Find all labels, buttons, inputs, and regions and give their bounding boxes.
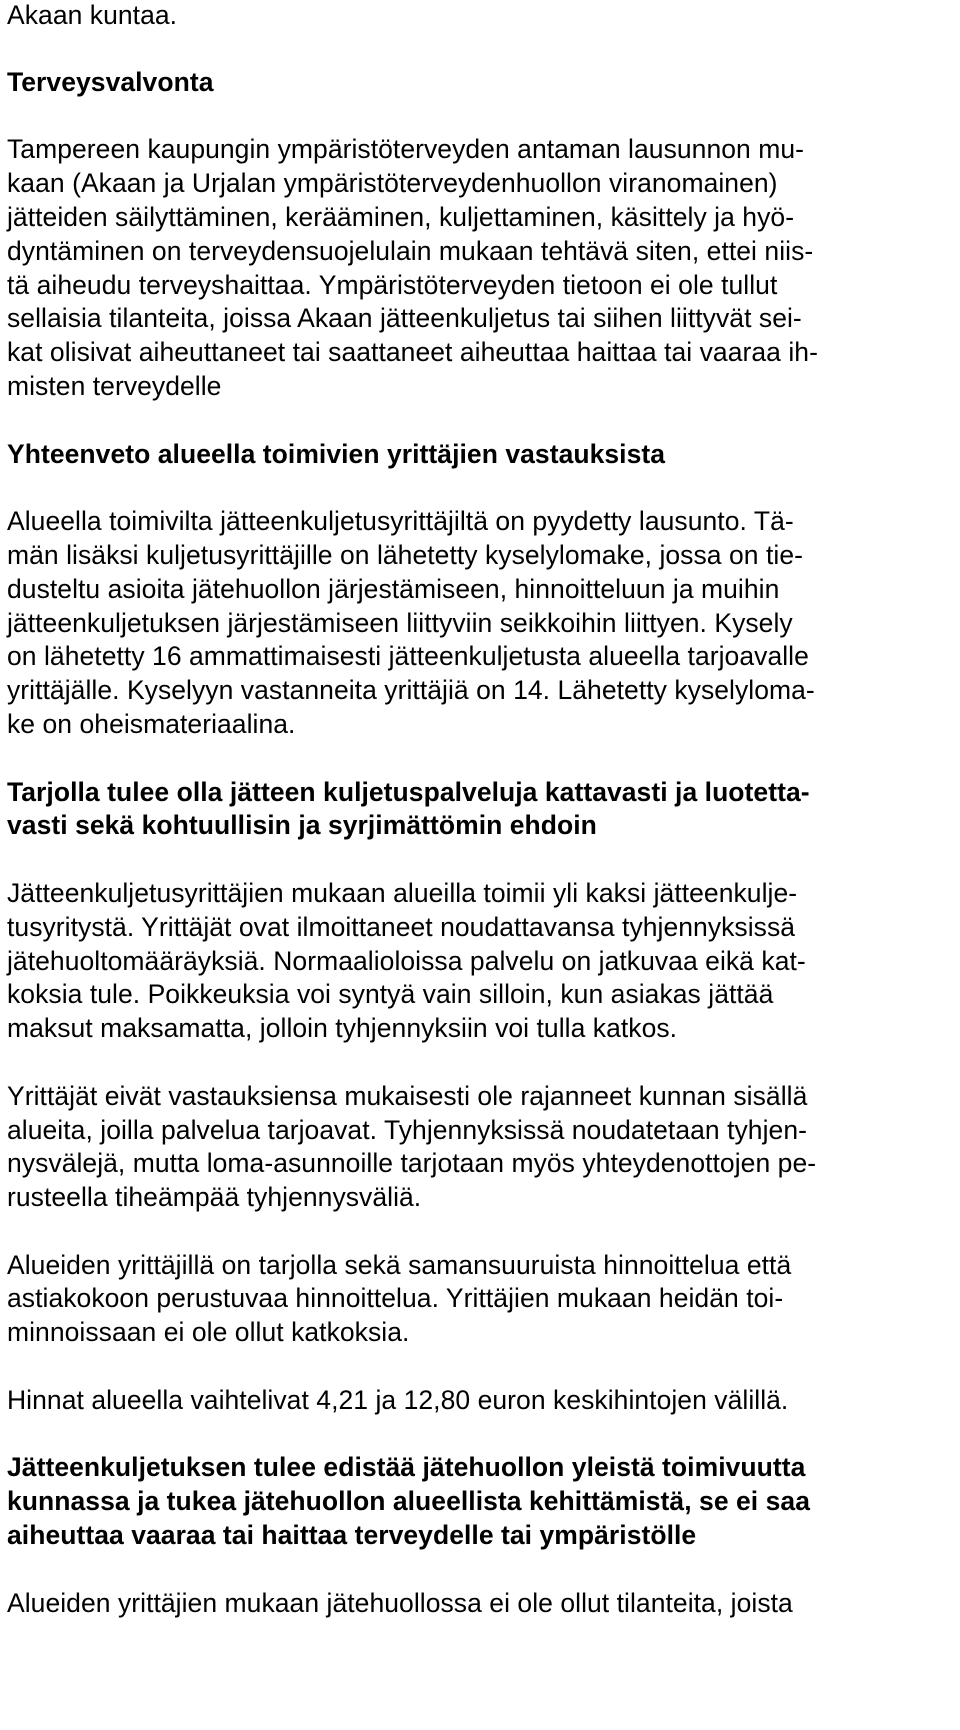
- paragraph: [7, 505, 953, 742]
- paragraph-line: Tampereen kaupungin ympäristöterveyden antaman lausunnon mu-: [7, 134, 805, 165]
- paragraph-line: dyntäminen on terveydensuojelulain mukaan tehtävä siten, ettei niis-: [7, 235, 814, 266]
- spacer: [7, 471, 953, 505]
- section-heading-line: Tarjolla tulee olla jätteen kuljetuspalveluja kattavasti ja luotetta-: [7, 776, 810, 807]
- spacer: [7, 1553, 953, 1587]
- paragraph-line: rusteella tiheämpää tyhjennysväliä.: [7, 1182, 422, 1213]
- section-yhteenveto: [7, 438, 953, 742]
- paragraph-line: astiakokoon perustuvaa hinnoittelua. Yrittäjien mukaan heidän toi-: [7, 1283, 784, 1314]
- paragraph-line: kaan (Akaan ja Urjalan ympäristöterveydenhuollon viranomainen): [7, 168, 778, 199]
- paragraph-line: sellaisia tilanteita, joissa Akaan jätteenkuljetus tai siihen liittyvät sei-: [7, 303, 802, 334]
- continuation-text: Akaan kuntaa.: [7, 0, 178, 30]
- spacer: [7, 32, 953, 66]
- paragraph-line: Alueiden yrittäjien mukaan jätehuollossa ei ole ollut tilanteita, joista: [7, 1587, 793, 1618]
- paragraph-line: maksut maksamatta, jolloin tyhjennyksiin voi tulla katkos.: [7, 1013, 678, 1044]
- paragraph: [7, 1080, 953, 1215]
- paragraph-line: jätteenkuljetuksen järjestämiseen liittyviin seikkoihin liittyen. Kysely: [7, 607, 793, 638]
- paragraph-line: on lähetetty 16 ammattimaisesti jätteenkuljetusta alueella tarjoavalle: [7, 641, 809, 672]
- section-terveysvalvonta: [7, 66, 953, 404]
- paragraph-line: koksia tule. Poikkeuksia voi syntyä vain silloin, kun asiakas jättää: [7, 979, 774, 1010]
- paragraph-line: tusyritystä. Yrittäjät ovat ilmoittaneet noudattavansa tyhjennyksissä: [7, 911, 796, 942]
- paragraph-line: Yrittäjät eivät vastauksiensa mukaisesti ole rajanneet kunnan sisällä: [7, 1080, 808, 1111]
- paragraph-line: Jätteenkuljetusyrittäjien mukaan alueilla toimii yli kaksi jätteenkulje-: [7, 877, 798, 908]
- paragraph: [7, 133, 953, 403]
- section-heading-line: aiheuttaa vaaraa tai haittaa terveydelle tai ympäristölle: [7, 1520, 697, 1551]
- spacer: [7, 843, 953, 877]
- paragraph-line: Hinnat alueella vaihtelivat 4,21 ja 12,80 euron keskihintojen välillä.: [7, 1384, 789, 1415]
- paragraph-line: tä aiheudu terveyshaittaa. Ympäristöterveyden tietoon ei ole tullut: [7, 269, 778, 300]
- section-jatteenkuljetus: [7, 1451, 953, 1620]
- paragraph: [7, 1587, 953, 1621]
- paragraph-line: nysvälejä, mutta loma-asunnoille tarjotaan myös yhteydenottojen pe-: [7, 1148, 817, 1179]
- section-heading: Terveysvalvonta: [7, 66, 214, 97]
- paragraph-line: jätteiden säilyttäminen, kerääminen, kuljettaminen, käsittely ja hyö-: [7, 201, 795, 232]
- spacer: [7, 1350, 953, 1384]
- paragraph: [7, 1249, 953, 1350]
- paragraph-line: misten terveydelle: [7, 370, 222, 401]
- spacer: [7, 1215, 953, 1249]
- spacer: [7, 100, 953, 134]
- spacer: [7, 1046, 953, 1080]
- section-heading-line: kunnassa ja tukea jätehuollon alueellista kehittämistä, se ei saa: [7, 1486, 810, 1517]
- paragraph-line: alueita, joilla palvelua tarjoavat. Tyhjennyksissä noudatetaan tyhjen-: [7, 1114, 807, 1145]
- spacer: [7, 1418, 953, 1452]
- paragraph-line: Alueiden yrittäjillä on tarjolla sekä samansuuruista hinnoittelua että: [7, 1249, 792, 1280]
- section-heading: Yhteenveto alueella toimivien yrittäjien vastauksista: [7, 438, 666, 469]
- section-heading-line: vasti sekä kohtuullisin ja syrjimättömin ehdoin: [7, 810, 597, 841]
- spacer: [7, 404, 953, 438]
- paragraph-line: yrittäjälle. Kyselyyn vastanneita yrittäjiä on 14. Lähetetty kyselyloma-: [7, 675, 815, 706]
- section-heading-line: Jätteenkuljetuksen tulee edistää jätehuollon yleistä toimivuutta: [7, 1452, 806, 1483]
- paragraph-line: män lisäksi kuljetusyrittäjille on lähetetty kyselylomake, jossa on tie-: [7, 539, 803, 570]
- document-page: [7, 0, 953, 1620]
- paragraph: [7, 877, 953, 1046]
- paragraph-line: minnoissaan ei ole ollut katkoksia.: [7, 1317, 410, 1348]
- spacer: [7, 742, 953, 776]
- paragraph-line: kat olisivat aiheuttaneet tai saattaneet aiheuttaa haittaa tai vaaraa ih-: [7, 337, 818, 368]
- paragraph-line: Alueella toimivilta jätteenkuljetusyrittäjiltä on pyydetty lausunto. Tä-: [7, 506, 794, 537]
- paragraph-line: jätehuoltomääräyksiä. Normaalioloissa palvelu on jatkuvaa eikä kat-: [7, 945, 806, 976]
- paragraph-line: ke on oheismateriaalina.: [7, 708, 296, 739]
- paragraph-line: dusteltu asioita jätehuollon järjestämiseen, hinnoitteluun ja muihin: [7, 573, 780, 604]
- section-tarjolla: [7, 776, 953, 1418]
- paragraph: [7, 1384, 953, 1418]
